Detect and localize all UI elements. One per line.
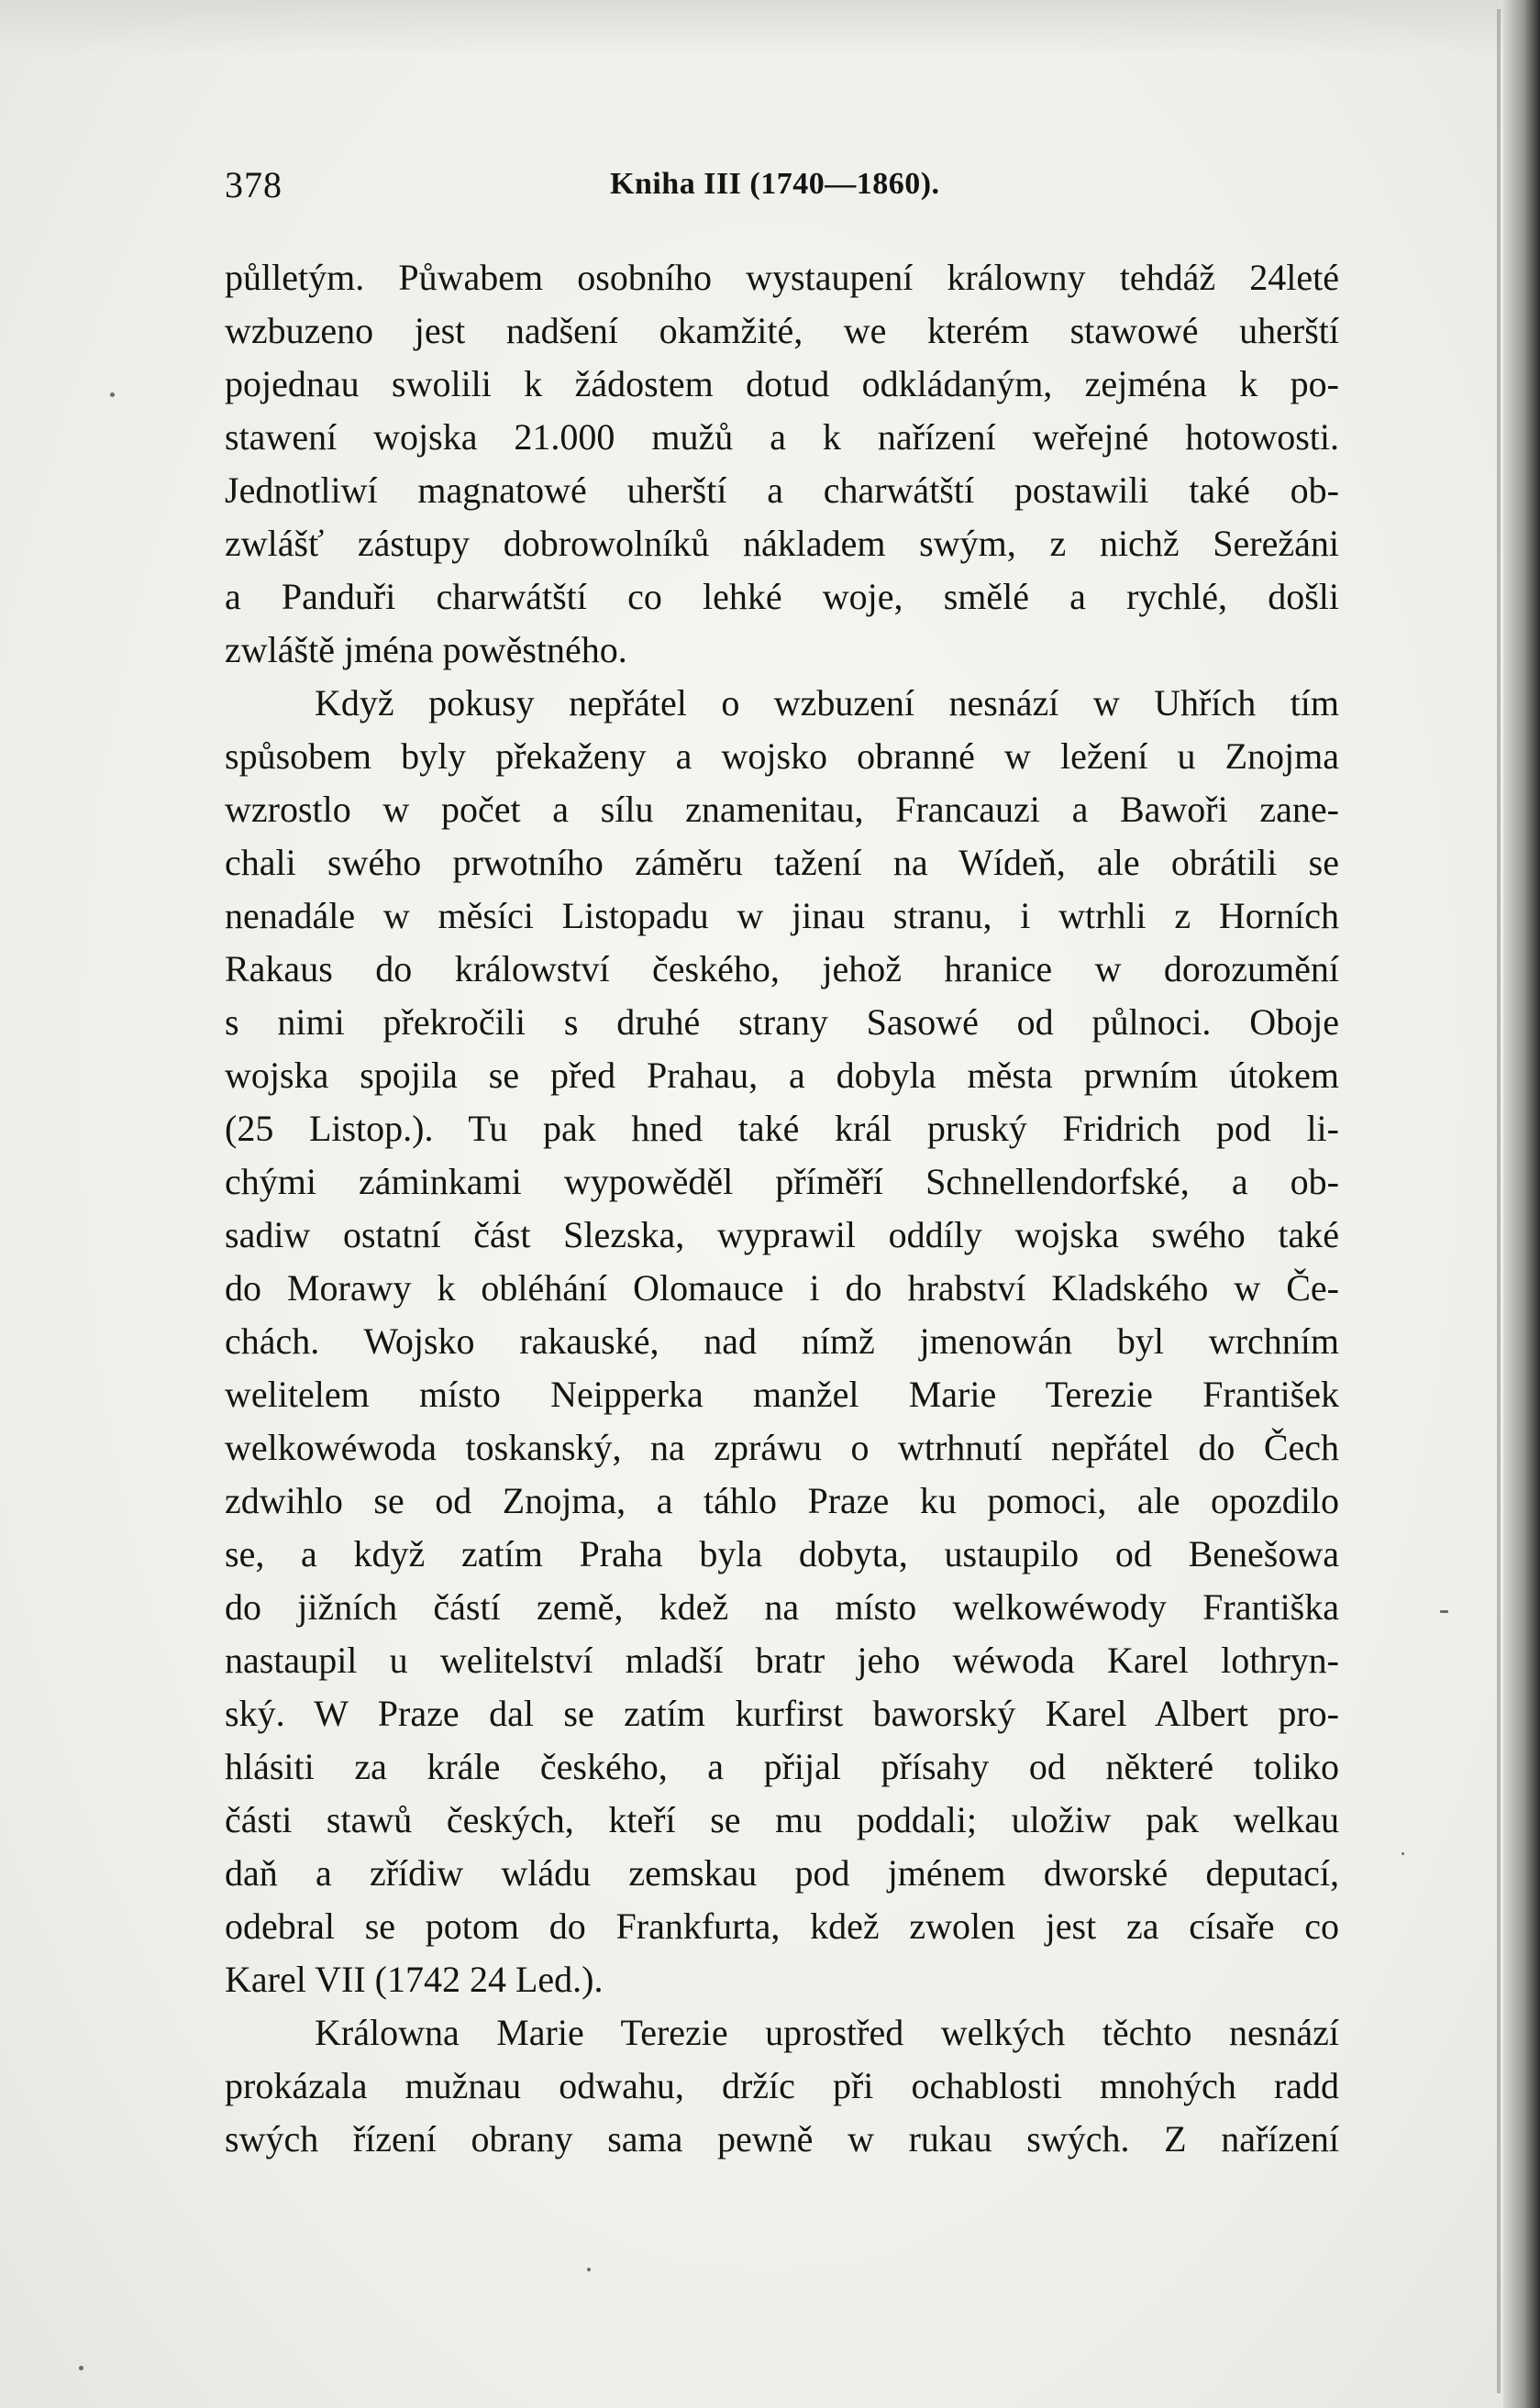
text-line: ský. W Praze dal se zatím kurfirst baworský Karel Albert pro- bbox=[225, 1693, 1339, 1734]
text-line: chali swého prwotního záměru tažení na Wídeň, ale obrátili se bbox=[225, 842, 1339, 883]
text-line: zwláště jména powěstného. bbox=[225, 629, 627, 670]
body-text bbox=[225, 251, 1339, 2166]
running-head: Kniha III (1740—1860). bbox=[610, 167, 940, 201]
text-line: do jižních částí země, kdež na místo welkowéwody Františka bbox=[225, 1586, 1339, 1628]
text-line: wzbuzeno jest nadšení okamžité, we kterém stawowé uherští bbox=[225, 310, 1339, 351]
text-line: části stawů českých, kteří se mu poddali; uložiw pak welkau bbox=[225, 1799, 1339, 1840]
text-line: chými záminkami wypowěděl příměří Schnellendorfské, a ob- bbox=[225, 1161, 1339, 1202]
scan-speck bbox=[110, 392, 115, 397]
text-line: Jednotliwí magnatowé uherští a charwátští postawili také ob- bbox=[225, 469, 1339, 511]
scan-speck bbox=[1402, 1852, 1404, 1855]
text-line: prokázala mužnau odwahu, držíc při ochablosti mnohých radd bbox=[225, 2065, 1339, 2106]
text-line: daň a zřídiw wládu zemskau pod jménem dworské deputací, bbox=[225, 1852, 1339, 1894]
scan-speck bbox=[79, 2366, 83, 2370]
text-line: s nimi překročili s druhé strany Sasowé od půlnoci. Oboje bbox=[225, 1001, 1339, 1043]
scan-speck bbox=[587, 2268, 591, 2271]
scan-speck bbox=[1440, 1610, 1448, 1613]
text-line: chách. Wojsko rakauské, nad nímž jmenowán byl wrchním bbox=[225, 1320, 1339, 1362]
text-line: welitelem místo Neipperka manžel Marie Terezie František bbox=[225, 1374, 1339, 1415]
text-line: odebral se potom do Frankfurta, kdež zwolen jest za císaře co bbox=[225, 1905, 1339, 1947]
text-line: zdwihlo se od Znojma, a táhlo Praze ku pomoci, ale opozdilo bbox=[225, 1480, 1339, 1521]
book-page bbox=[225, 156, 1339, 2159]
text-line: Karel VII (1742 24 Led.). bbox=[225, 1959, 604, 2000]
text-line: do Morawy k obléhání Olomauce i do hrabství Kladského w Če- bbox=[225, 1267, 1339, 1309]
text-line: wojska spojila se před Prahau, a dobyla města prwním útokem bbox=[225, 1055, 1339, 1096]
page-edge-line bbox=[1497, 9, 1501, 2393]
text-line: pojednau swolili k žádostem dotud odkládaným, zejména k po- bbox=[225, 363, 1339, 404]
book-spine-edge bbox=[1503, 0, 1540, 2408]
text-line: sadiw ostatní část Slezska, wyprawil oddíly wojska swého také bbox=[225, 1214, 1339, 1255]
text-line: Když pokusy nepřátel o wzbuzení nesnází w Uhřích tím bbox=[315, 682, 1339, 724]
text-line: Králowna Marie Terezie uprostřed welkých těchto nesnází bbox=[315, 2012, 1339, 2053]
text-line: welkowéwoda toskanský, na zpráwu o wtrhnutí nepřátel do Čech bbox=[225, 1427, 1339, 1468]
text-line: swých řízení obrany sama pewně w rukau swých. Z nařízení bbox=[225, 2118, 1339, 2159]
top-edge-shadow bbox=[0, 0, 1540, 55]
page-number: 378 bbox=[225, 164, 283, 205]
text-line: Rakaus do králowství českého, jehož hranice w dorozumění bbox=[225, 948, 1339, 989]
text-line: zwlášť zástupy dobrowolníků nákladem swým, z nichž Serežáni bbox=[225, 523, 1339, 564]
text-line: se, a když zatím Praha byla dobyta, ustaupilo od Benešowa bbox=[225, 1533, 1339, 1574]
text-line: spůsobem byly překaženy a wojsko obranné w ležení u Znojma bbox=[225, 735, 1339, 777]
text-line: wzrostlo w počet a sílu znamenitau, Francauzi a Bawoři zane- bbox=[225, 789, 1339, 830]
text-line: hlásiti za krále českého, a přijal přísahy od některé toliko bbox=[225, 1746, 1339, 1787]
page-header bbox=[225, 156, 1339, 220]
text-line: nenadále w měsíci Listopadu w jinau stranu, i wtrhli z Horních bbox=[225, 895, 1339, 936]
text-line: nastaupil u welitelství mladší bratr jeho wéwoda Karel lothryn- bbox=[225, 1640, 1339, 1681]
text-line: (25 Listop.). Tu pak hned také král pruský Fridrich pod li- bbox=[225, 1108, 1339, 1149]
text-line: stawení wojska 21.000 mužů a k nařízení weřejné hotowosti. bbox=[225, 416, 1339, 458]
text-line: půlletým. Půwabem osobního wystaupení králowny tehdáž 24leté bbox=[225, 257, 1339, 298]
text-line: a Panduři charwátští co lehké woje, smělé a rychlé, došli bbox=[225, 576, 1339, 617]
